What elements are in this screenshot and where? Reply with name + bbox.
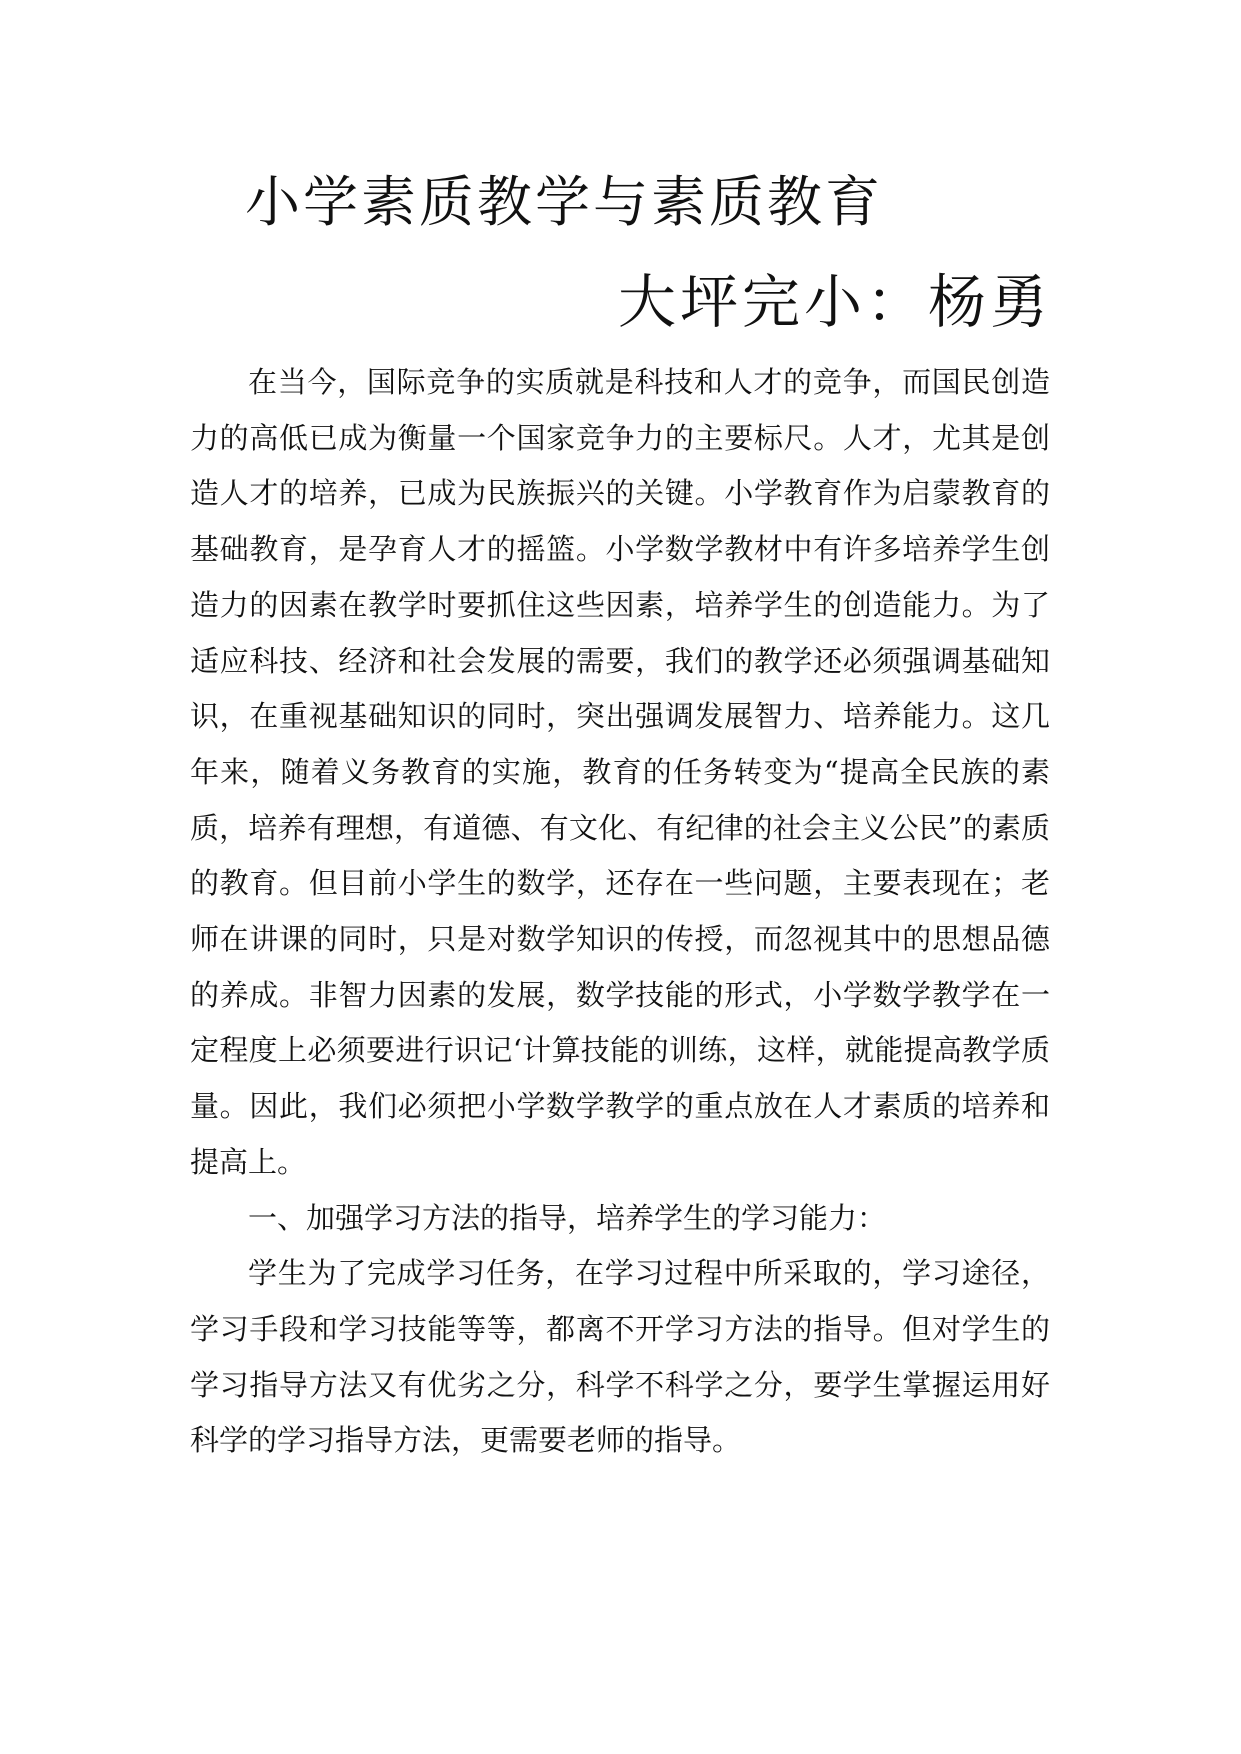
paragraph-section-1: 学生为了完成学习任务，在学习过程中所采取的，学习途径，学习手段和学习技能等等，都离不开学习方法的指导。但对学生的学习指导方法又有优劣之分，科学不科学之分，要学生掌握运用好科学的学习指导方法，更需要老师的指导。 <box>190 1256 1050 1458</box>
paragraph-intro: 在当今，国际竞争的实质就是科技和人才的竞争，而国民创造力的高低已成为衡量一个国家竞争力的主要标尺。人才，尤其是创造人才的培养，已成为民族振兴的关键。小学教育作为启蒙教育的基础教育，是孕育人才的摇篮。小学数学教材中有许多培养学生创造力的因素在教学时要抓住这些因素，培养学生的创造能力。为了适应科技、经济和社会发展的需要，我们的教学还必须强调基础知识，在重视基础知识的同时，突出强调发展智力、培养能力。这几年来，随着义务教育的实施，教育的任务转变为“提高全民族的素质，培养有理想，有道德、有文化、有纪律的社会主义公民”的素质的教育。但目前小学生的数学，还存在一些问题，主要表现在；老师在讲课的同时，只是对数学知识的传授，而忽视其中的思想品德的养成。非智力因素的发展，数学技能的形式，小学数学教学在一定程度上必须要进行识记‘计算技能的训练，这样，就能提高教学质量。因此，我们必须把小学数学教学的重点放在人才素质的培养和提高上。 <box>190 365 1050 1179</box>
document-title: 小学素质教学与素质教育 <box>245 170 884 234</box>
document-body <box>190 355 1050 1469</box>
author-line: 大坪完小：杨勇 <box>618 268 1053 336</box>
section-heading-1: 一、加强学习方法的指导，培养学生的学习能力： <box>248 1200 887 1235</box>
